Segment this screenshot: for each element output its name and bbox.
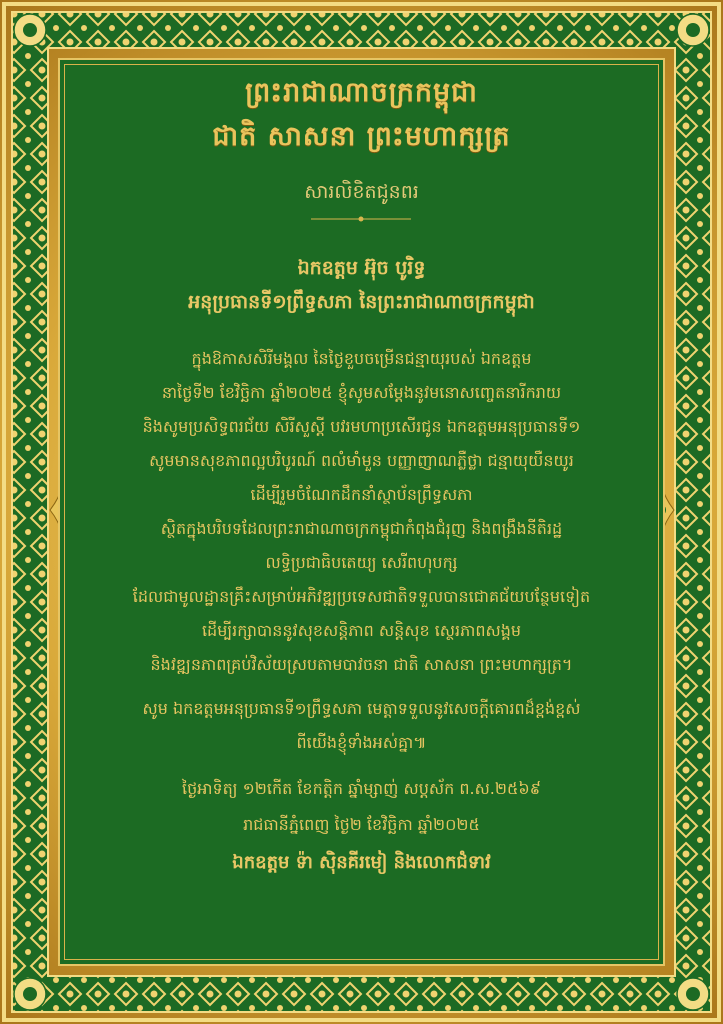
recipient-name: ឯកឧត្តម អ៊ុច បូរិទ្ធ (297, 257, 426, 279)
body-line: នាថ្ងៃទី២ ខែវិច្ឆិកា ឆ្នាំ២០២៥ ខ្ញុំសូមសម្តែងនូវមនោសញ្ចេតនារីករាយ (161, 383, 562, 402)
letter-type-heading: សារលិខិតជូនពរ (304, 181, 419, 203)
motto-title: ជាតិ សាសនា ព្រះមហាក្សត្រ (212, 121, 511, 152)
date-place: រាជធានីភ្នំពេញ ថ្ងៃ២ ខែវិច្ឆិកា ឆ្នាំ២០២៥ (243, 815, 480, 834)
body-line: ស្ថិតក្នុងបរិបទដែលព្រះរាជាណាចក្រកម្ពុជាកំពុងជំរុញ និងពង្រឹងនីតិរដ្ឋ (160, 519, 563, 538)
body-line: ពីយើងខ្ញុំទាំងអស់គ្នា៕ (296, 733, 427, 752)
signature: ឯកឧត្តម ទ៉ា ស៊ិនគីរមៀ និងលោកជំទាវ (232, 852, 491, 873)
divider-ornament-icon (311, 216, 411, 222)
body-line: សូមមានសុខភាពល្អបរិបូរណ៍ ពលំមាំមួន បញ្ញាញាណភ្លឺថ្លា ជន្មាយុយឺនយូរ (149, 451, 574, 470)
kingdom-title: ព្រះរាជាណាចក្រកម្ពុជា (245, 77, 478, 108)
body-line: ដើម្បីរួមចំណែកដឹកនាំស្ថាប័នព្រឹទ្ធសភា (250, 485, 473, 504)
body-line: លទ្ធិប្រជាធិបតេយ្យ សេរីពហុបក្ស (265, 553, 458, 572)
body-line: និងវឌ្ឍនភាពគ្រប់វិស័យស្របតាមបាវចនា ជាតិ សាសនា ព្រះមហាក្សត្រ។ (150, 655, 573, 674)
body-line: និងសូមប្រសិទ្ធពរជ័យ សិរីសួស្តី បវរមហាប្រសើរជូន ឯកឧត្តមអនុប្រធានទី១ (142, 417, 581, 436)
body-line: ដែលជាមូលដ្ឋានគ្រឹះសម្រាប់អភិវឌ្ឍប្រទេសជាតិទទួលបានជោគជ័យបន្ថែមទៀត (132, 587, 591, 606)
letter-content (58, 58, 665, 966)
body-line: សូម ឯកឧត្តមអនុប្រធានទី១ព្រឹទ្ធសភា មេត្តាទទួលនូវសេចក្តីគោរពដ៏ខ្ពង់ខ្ពស់ (142, 699, 581, 718)
recipient-title: អនុប្រធានទី១ព្រឹទ្ធសភា នៃព្រះរាជាណាចក្រកម្ពុជា (188, 291, 535, 313)
body-line: ក្នុងឱកាសសិរីមង្គល នៃថ្ងៃខួបចម្រើនជន្មាយុរបស់ ឯកឧត្តម (191, 349, 532, 368)
date-lunar: ថ្ងៃអាទិត្យ ១២កើត ខែកត្តិក ឆ្នាំម្សាញ់ សប្តស័ក ព.ស.២៥៦៩ (182, 779, 541, 798)
body-line: ដើម្បីរក្សាបាននូវសុខសន្តិភាព សន្តិសុខ ស្ថេរភាពសង្គម (201, 621, 522, 640)
